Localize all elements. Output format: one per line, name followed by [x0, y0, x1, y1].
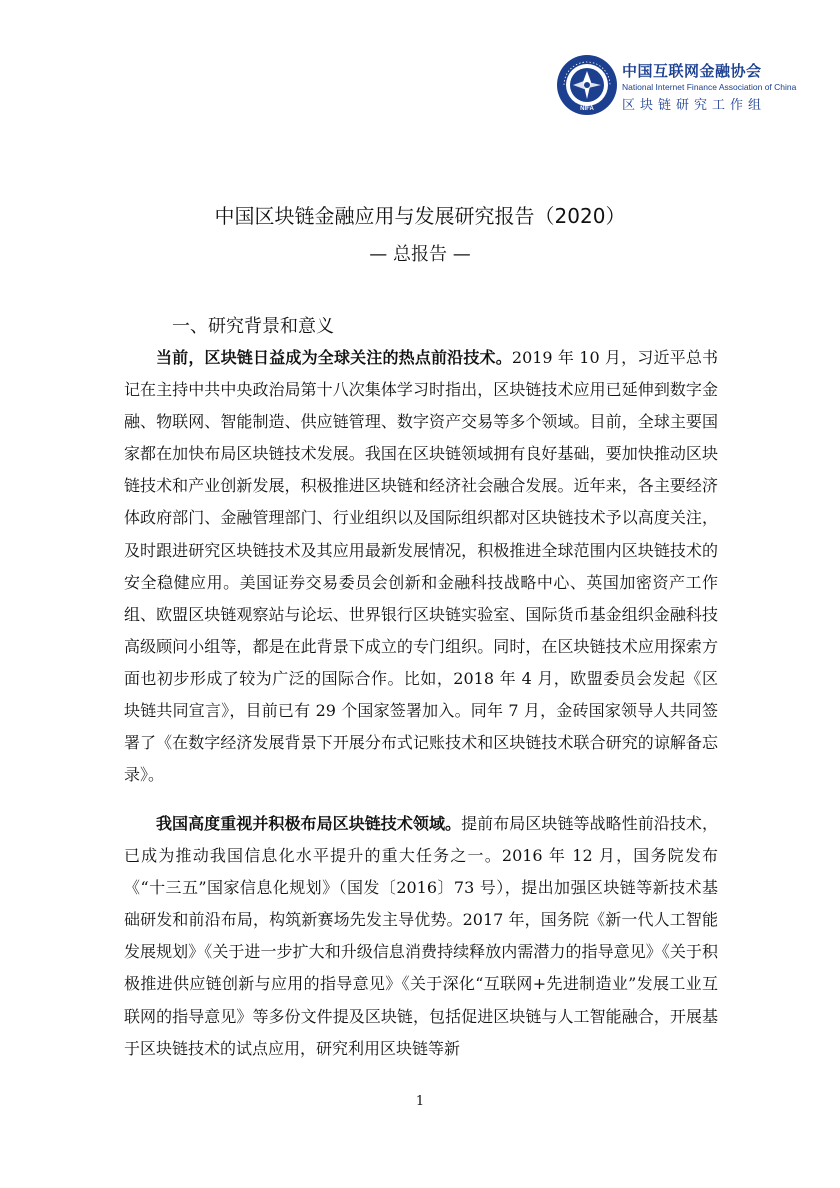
- document-subtitle: — 总报告 —: [369, 244, 471, 265]
- paragraph-1: [124, 342, 718, 791]
- paragraph-1-body: 2019 年 10 月，习近平总书记在主持中共中央政治局第十八次集体学习时指出，区块链技术应用已延伸到数字金融、物联网、智能制造、供应链管理、数字资产交易等多个领域。目前，全球主要国家都在加快布局区块链技术发展。我国在区块链领域拥有良好基础，要加快推动区块链技术和产业创新发展，积极推进区块链和经济社会融合发展。近年来，各主要经济体政府部门、金融管理部门、行业组织以及国际组织都对区块链技术予以高度关注，及时跟进研究区块链技术及其应用最新发展情况，积极推进全球范围内区块链技术的安全稳健应用。美国证券交易委员会创新和金融科技战略中心、英国加密资产工作组、欧盟区块链观察站与论坛、世界银行区块链实验室、国际货币基金组织金融科技高级顾问小组等，都是在此背景下成立的专门组织。同时，在区块链技术应用探索方面也初步形成了较为广泛的国际合作。比如，2018 年 4 月，欧盟委员会发起《区块链共同宣言》，目前已有 29 个国家签署加入。同年 7 月，金砖国家领导人共同签署了《在数字经济发展背景下开展分布式记账技术和区块链技术联合研究的谅解备忘录》。: [124, 348, 718, 785]
- nifa-seal-icon: [556, 54, 618, 116]
- header-logo: [556, 54, 826, 120]
- paragraph-1-text: [124, 342, 718, 791]
- org-name-en: National Internet Finance Association of China: [622, 82, 797, 92]
- section-heading: 一、研究背景和意义: [172, 316, 334, 337]
- paragraph-1-lead: 当前，区块链日益成为全球关注的热点前沿技术。: [156, 348, 512, 367]
- org-name-cn: 中国互联网金融协会: [622, 62, 762, 80]
- paragraph-2: [124, 808, 718, 1065]
- org-subunit: 区块链研究工作组: [622, 98, 767, 113]
- document-title: 中国区块链金融应用与发展研究报告（2020）: [214, 204, 626, 228]
- paragraph-2-text: [124, 808, 718, 1065]
- paragraph-2-lead: 我国高度重视并积极布局区块链技术领域。: [156, 814, 462, 833]
- paragraph-2-body: 提前布局区块链等战略性前沿技术，已成为推动我国信息化水平提升的重大任务之一。2016 年 12 月，国务院发布《“十三五”国家信息化规划》（国发〔2016〕73 号），提出加强区块链等新技术基础研发和前沿布局，构筑新赛场先发主导优势。2017 年，国务院《新一代人工智能发展规划》《关于进一步扩大和升级信息消费持续释放内需潜力的指导意见》《关于积极推进供应链创新与应用的指导意见》《关于深化“互联网+先进制造业”发展工业互联网的指导意见》等多份文件提及区块链，包括促进区块链与人工智能融合，开展基于区块链技术的试点应用，研究利用区块链等新: [124, 814, 718, 1058]
- seal-abbr: NIFA: [580, 106, 594, 112]
- page-number: 1: [415, 1094, 425, 1109]
